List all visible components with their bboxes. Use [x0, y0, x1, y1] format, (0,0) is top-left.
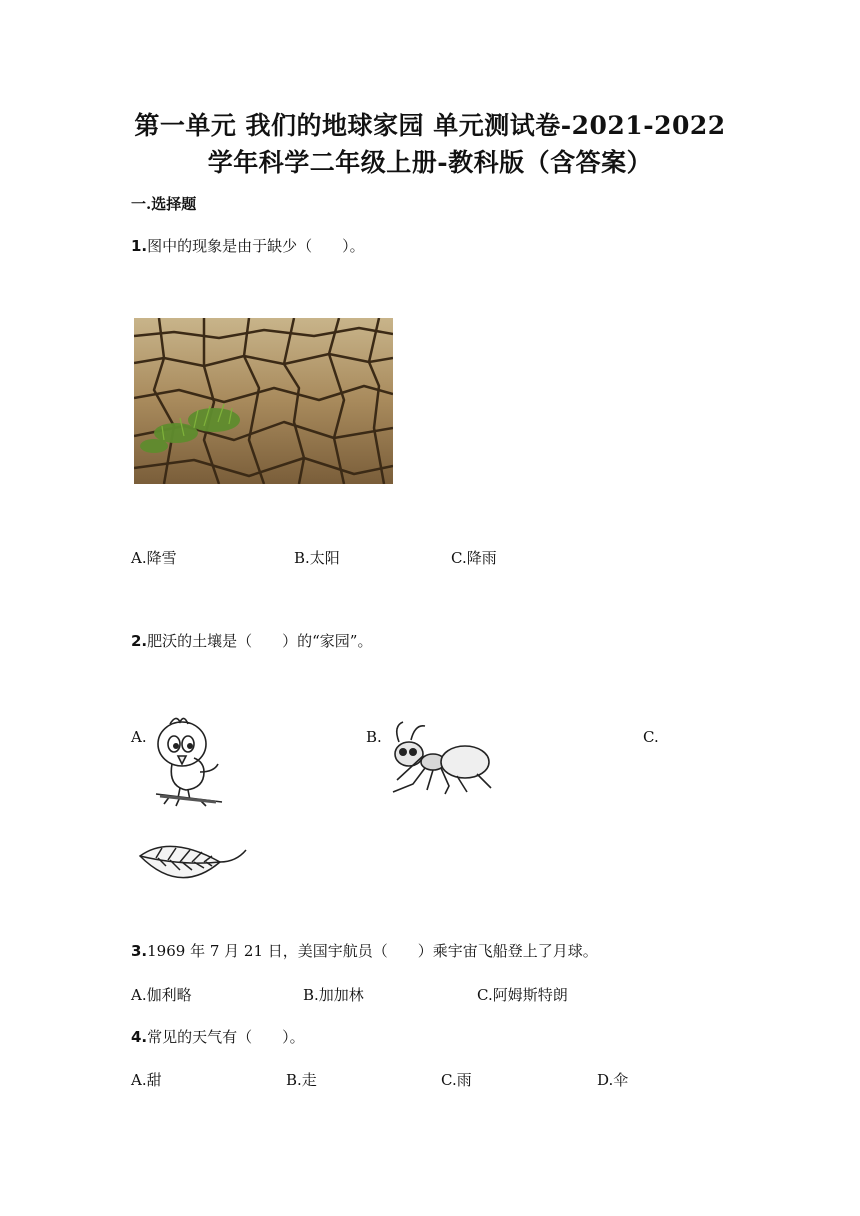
question-text: 常见的天气有（ ）。 — [147, 1028, 305, 1046]
ant-icon — [385, 720, 495, 800]
question-1 — [131, 235, 365, 256]
document-title-line1: 第一单元 我们的地球家园 单元测试卷-2021-2022 — [134, 111, 726, 140]
question-4 — [131, 1026, 305, 1047]
option-c: C. — [643, 728, 659, 746]
option-b: B.走 — [286, 1071, 317, 1089]
option-a: A.甜 — [131, 1071, 162, 1089]
option-d: D.伞 — [597, 1071, 629, 1089]
leaf-icon — [136, 836, 251, 896]
option-a: A. — [131, 728, 147, 746]
document-title-line2: 学年科学二年级上册-教科版（含答案） — [207, 148, 653, 177]
option-a: A.降雪 — [131, 549, 177, 567]
option-b: B.加加林 — [303, 986, 364, 1004]
question-3 — [131, 940, 598, 961]
option-c: C.雨 — [441, 1071, 472, 1089]
question-number: 2. — [131, 632, 148, 650]
question-text: 肥沃的土壤是（ ）的“家园”。 — [147, 632, 373, 650]
option-c: C.降雨 — [451, 549, 497, 567]
option-b: B. — [366, 728, 382, 746]
question-text: 1969 年 7 月 21 日，美国宇航员（ ）乘宇宙飞船登上了月球。 — [147, 942, 598, 960]
option-c: C.阿姆斯特朗 — [477, 986, 568, 1004]
question-number: 4. — [131, 1028, 148, 1046]
option-a: A.伽利略 — [131, 986, 192, 1004]
question-number: 1. — [131, 237, 148, 255]
question-text: 图中的现象是由于缺少（ ）。 — [147, 237, 365, 255]
question-number: 3. — [131, 942, 148, 960]
question-2 — [131, 630, 372, 651]
section-heading: 一.选择题 — [131, 195, 197, 213]
chick-icon — [150, 712, 226, 810]
option-b: B.太阳 — [294, 549, 340, 567]
cracked-earth-image — [134, 318, 393, 484]
